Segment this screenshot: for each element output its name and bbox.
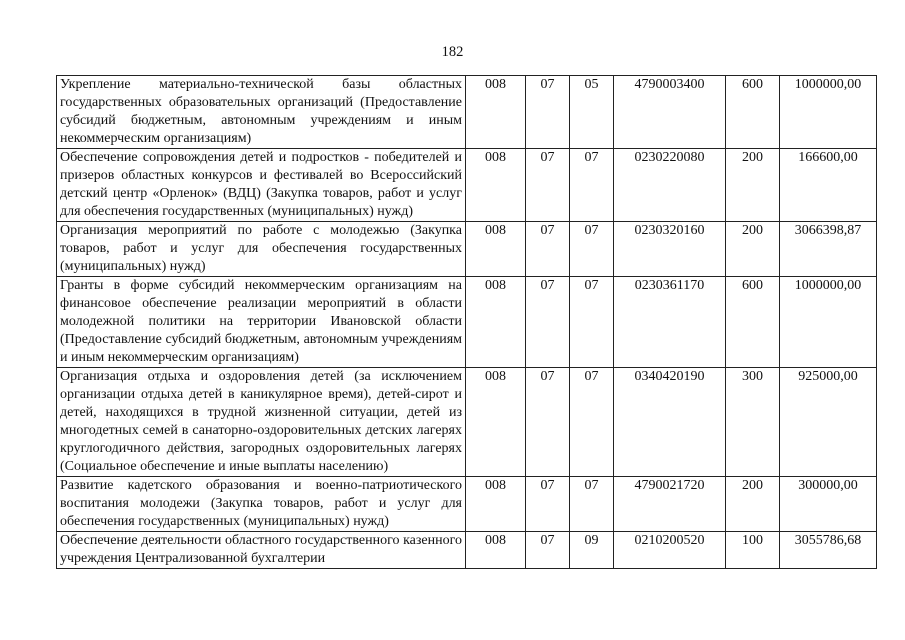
expense-type-code: 100 bbox=[726, 532, 780, 569]
ministry-code: 008 bbox=[466, 149, 526, 222]
budget-table bbox=[56, 75, 877, 569]
ministry-code: 008 bbox=[466, 277, 526, 368]
table-body bbox=[57, 76, 877, 569]
target-article-code: 0230220080 bbox=[614, 149, 726, 222]
amount: 3066398,87 bbox=[780, 222, 877, 277]
ministry-code: 008 bbox=[466, 222, 526, 277]
subsection-code: 05 bbox=[570, 76, 614, 149]
subsection-code: 07 bbox=[570, 368, 614, 477]
ministry-code: 008 bbox=[466, 368, 526, 477]
ministry-code: 008 bbox=[466, 477, 526, 532]
expense-type-code: 600 bbox=[726, 76, 780, 149]
amount: 166600,00 bbox=[780, 149, 877, 222]
table-row bbox=[57, 76, 877, 149]
table-row bbox=[57, 477, 877, 532]
expense-type-code: 300 bbox=[726, 368, 780, 477]
amount: 300000,00 bbox=[780, 477, 877, 532]
amount: 1000000,00 bbox=[780, 76, 877, 149]
amount: 3055786,68 bbox=[780, 532, 877, 569]
section-code: 07 bbox=[526, 222, 570, 277]
row-description: Организация отдыха и оздоровления детей (за исключением организации отдыха детей в каникулярное время), детей-сирот и детей, находящихся в трудной жизненной ситуации, детей из многодетных семей в санаторно-оздоровительных детских лагерях круглогодичного действия, загородных оздоровительных лагерях (Социальное обеспечение и иные выплаты населению) bbox=[57, 368, 466, 477]
row-description: Укрепление материально-технической базы областных государственных образовательных организаций (Предоставление субсидий бюджетным, автономным учреждениям и иным некоммерческим организациям) bbox=[57, 76, 466, 149]
ministry-code: 008 bbox=[466, 76, 526, 149]
target-article-code: 0340420190 bbox=[614, 368, 726, 477]
section-code: 07 bbox=[526, 477, 570, 532]
subsection-code: 07 bbox=[570, 277, 614, 368]
expense-type-code: 200 bbox=[726, 477, 780, 532]
target-article-code: 0230361170 bbox=[614, 277, 726, 368]
target-article-code: 0230320160 bbox=[614, 222, 726, 277]
row-description: Обеспечение деятельности областного государственного казенного учреждения Централизованной бухгалтерии bbox=[57, 532, 466, 569]
table-row bbox=[57, 532, 877, 569]
target-article-code: 0210200520 bbox=[614, 532, 726, 569]
subsection-code: 09 bbox=[570, 532, 614, 569]
table-row bbox=[57, 149, 877, 222]
row-description: Гранты в форме субсидий некоммерческим организациям на финансовое обеспечение реализации мероприятий в области молодежной политики на территории Ивановской области (Предоставление субсидий бюджетным, автономным учреждениям и иным некоммерческим организациям) bbox=[57, 277, 466, 368]
ministry-code: 008 bbox=[466, 532, 526, 569]
row-description: Обеспечение сопровождения детей и подростков - победителей и призеров областных конкурсов и фестивалей во Всероссийский детский центр «Орленок» (ВДЦ) (Закупка товаров, работ и услуг для обеспечения государственных (муниципальных) нужд) bbox=[57, 149, 466, 222]
row-description: Развитие кадетского образования и военно-патриотического воспитания молодежи (Закупка товаров, работ и услуг для обеспечения государственных (муниципальных) нужд) bbox=[57, 477, 466, 532]
section-code: 07 bbox=[526, 368, 570, 477]
expense-type-code: 600 bbox=[726, 277, 780, 368]
section-code: 07 bbox=[526, 532, 570, 569]
subsection-code: 07 bbox=[570, 149, 614, 222]
section-code: 07 bbox=[526, 277, 570, 368]
subsection-code: 07 bbox=[570, 477, 614, 532]
target-article-code: 4790003400 bbox=[614, 76, 726, 149]
row-description: Организация мероприятий по работе с молодежью (Закупка товаров, работ и услуг для обеспечения государственных (муниципальных) нужд) bbox=[57, 222, 466, 277]
section-code: 07 bbox=[526, 76, 570, 149]
amount: 1000000,00 bbox=[780, 277, 877, 368]
table-row bbox=[57, 368, 877, 477]
expense-type-code: 200 bbox=[726, 149, 780, 222]
amount: 925000,00 bbox=[780, 368, 877, 477]
table-row bbox=[57, 222, 877, 277]
page-number: 182 bbox=[441, 44, 464, 60]
section-code: 07 bbox=[526, 149, 570, 222]
table-row bbox=[57, 277, 877, 368]
expense-type-code: 200 bbox=[726, 222, 780, 277]
subsection-code: 07 bbox=[570, 222, 614, 277]
target-article-code: 4790021720 bbox=[614, 477, 726, 532]
